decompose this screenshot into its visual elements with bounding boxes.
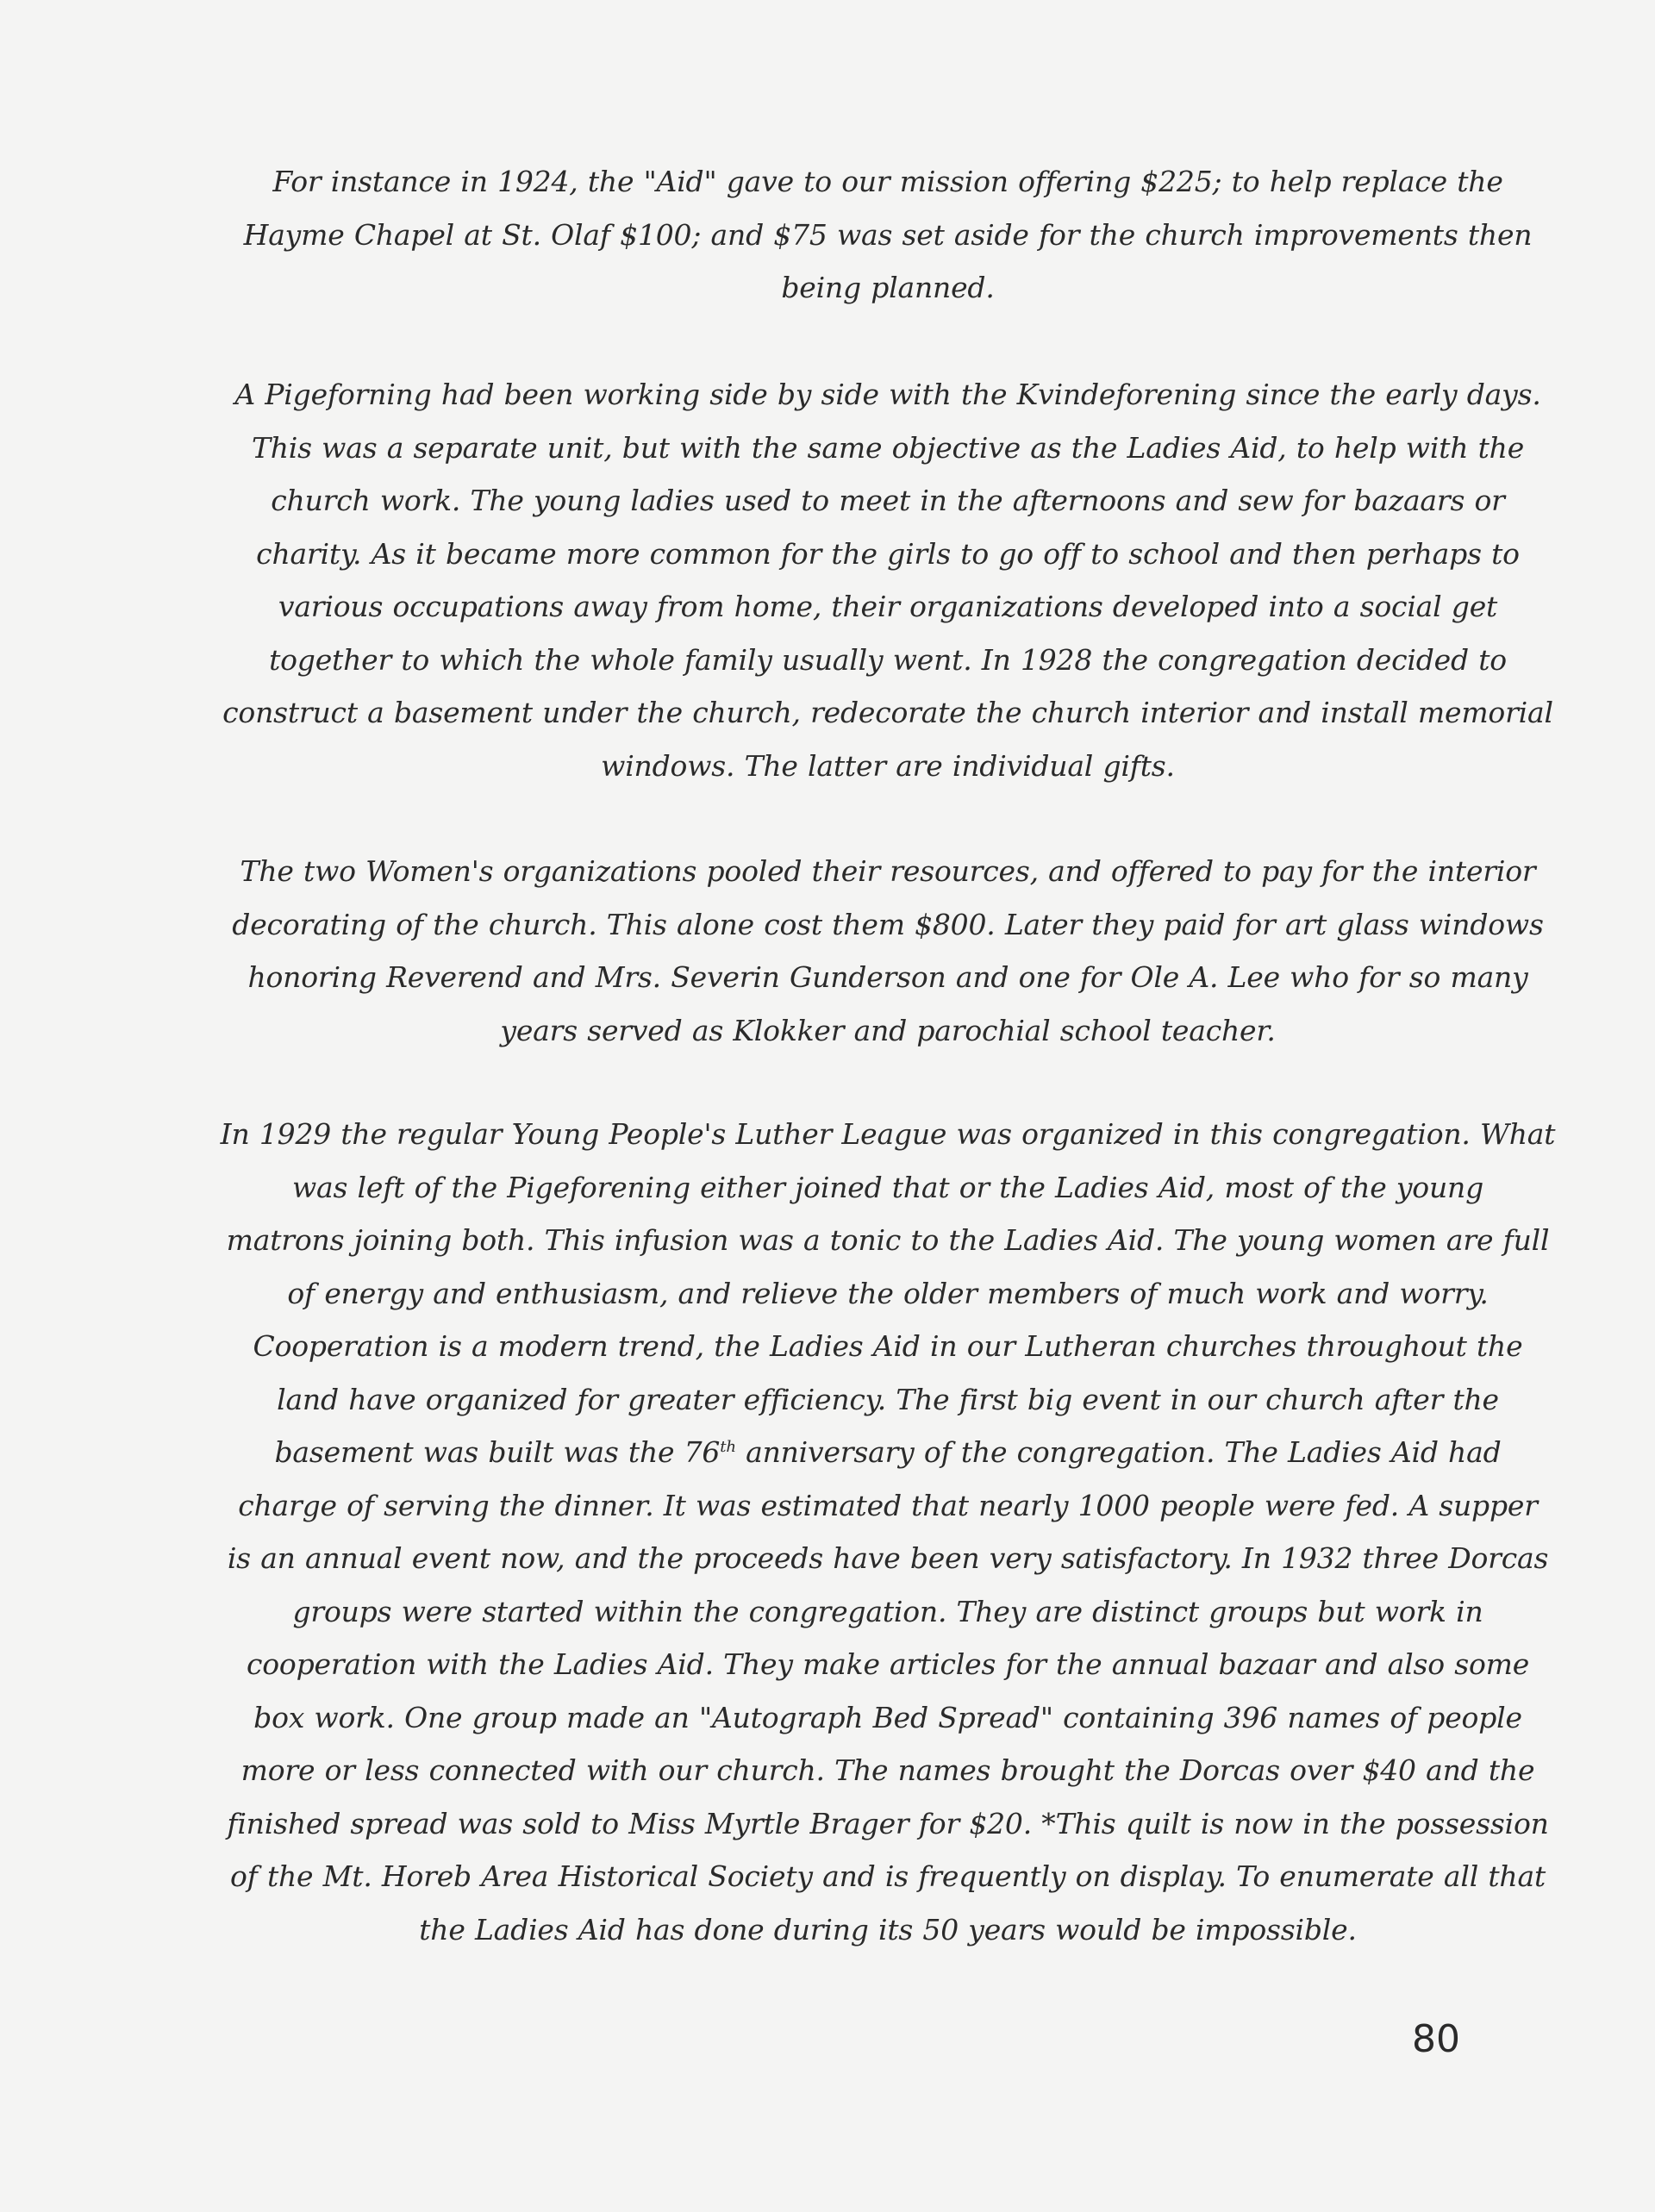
- paragraph-pigeforning: [215, 368, 1560, 792]
- text-line: various occupations away from home, their organizations developed into a social get: [278, 590, 1498, 623]
- ordinal-superscript: th: [720, 1438, 736, 1456]
- text-segment: anniversary of the congregation. The Ladies Aid had: [735, 1435, 1502, 1469]
- text-line: the Ladies Aid has done during its 50 years would be impossible.: [419, 1912, 1357, 1946]
- text-line: Hayme Chapel at St. Olaf $100; and $75 was set aside for the church improvements then: [243, 217, 1533, 252]
- text-line: charge of serving the dinner. It was estimated that nearly 1000 people were fed. A supper: [238, 1488, 1538, 1522]
- text-line: This was a separate unit, but with the same objective as the Ladies Aid, to help with the: [251, 430, 1525, 465]
- paragraph-luther-league: [215, 1108, 1560, 1956]
- text-line: more or less connected with our church. The names brought the Dorcas over $40 and the: [240, 1753, 1535, 1787]
- text-line: is an annual event now, and the proceeds have been very satisfactory. In 1932 three Dorcas: [227, 1541, 1549, 1575]
- text-line: church work. The young ladies used to meet in the afternoons and sew for bazaars or: [271, 484, 1505, 517]
- text-line: construct a basement under the church, redecorate the church interior and install memorial: [222, 696, 1553, 729]
- text-line: was left of the Pigeforening either joined that or the Ladies Aid, most of the young: [291, 1170, 1484, 1204]
- text-line-anniversary: [215, 1426, 1560, 1479]
- paragraph-womens-organizations: [215, 845, 1560, 1057]
- text-line: decorating of the church. This alone cost them $800. Later they paid for art glass windows: [232, 907, 1544, 941]
- text-line: groups were started within the congregation. They are distinct groups but work in: [292, 1594, 1483, 1628]
- text-line: years served as Klokker and parochial school teacher.: [500, 1013, 1276, 1047]
- text-line: charity. As it became more common for the girls to go off to school and then perhaps to: [256, 536, 1520, 571]
- text-line: windows. The latter are individual gifts.: [601, 748, 1175, 783]
- text-line: In 1929 the regular Young People's Luther League was organized in this congregation. What: [220, 1117, 1556, 1151]
- text-line: The two Women's organizations pooled their resources, and offered to pay for the interior: [240, 854, 1536, 888]
- text-line: of energy and enthusiasm, and relieve the older members of much work and worry.: [287, 1276, 1489, 1310]
- paragraph-1924-offering: [215, 155, 1560, 315]
- text-line: honoring Reverend and Mrs. Severin Gunderson and one for Ole A. Lee who for so many: [247, 960, 1528, 994]
- text-line: land have organized for greater efficiency. The first big event in our church after the: [277, 1382, 1499, 1416]
- text-line: matrons joining both. This infusion was a tonic to the Ladies Aid. The young women are full: [226, 1223, 1550, 1257]
- text-line: of the Mt. Horeb Area Historical Society and is frequently on display. To enumerate all that: [229, 1859, 1546, 1893]
- text-line: Cooperation is a modern trend, the Ladies Aid in our Lutheran churches throughout the: [253, 1329, 1523, 1363]
- text-line: together to which the whole family usually went. In 1928 the congregation decided to: [269, 642, 1507, 677]
- page-number: 80: [1412, 2017, 1460, 2061]
- text-segment: basement was built was the 76: [274, 1435, 721, 1469]
- text-line: box work. One group made an "Autograph Bed Spread" containing 396 names of people: [253, 1700, 1522, 1734]
- text-line: finished spread was sold to Miss Myrtle Brager for $20. *This quilt is now in the possession: [227, 1806, 1549, 1840]
- text-line: cooperation with the Ladies Aid. They make articles for the annual bazaar and also some: [246, 1647, 1530, 1681]
- text-line: being planned.: [781, 271, 995, 304]
- text-line: A Pigeforning had been working side by side with the Kvindeforening since the early days.: [234, 378, 1541, 411]
- text-line: For instance in 1924, the "Aid" gave to our mission offering $225; to help replace the: [272, 165, 1503, 198]
